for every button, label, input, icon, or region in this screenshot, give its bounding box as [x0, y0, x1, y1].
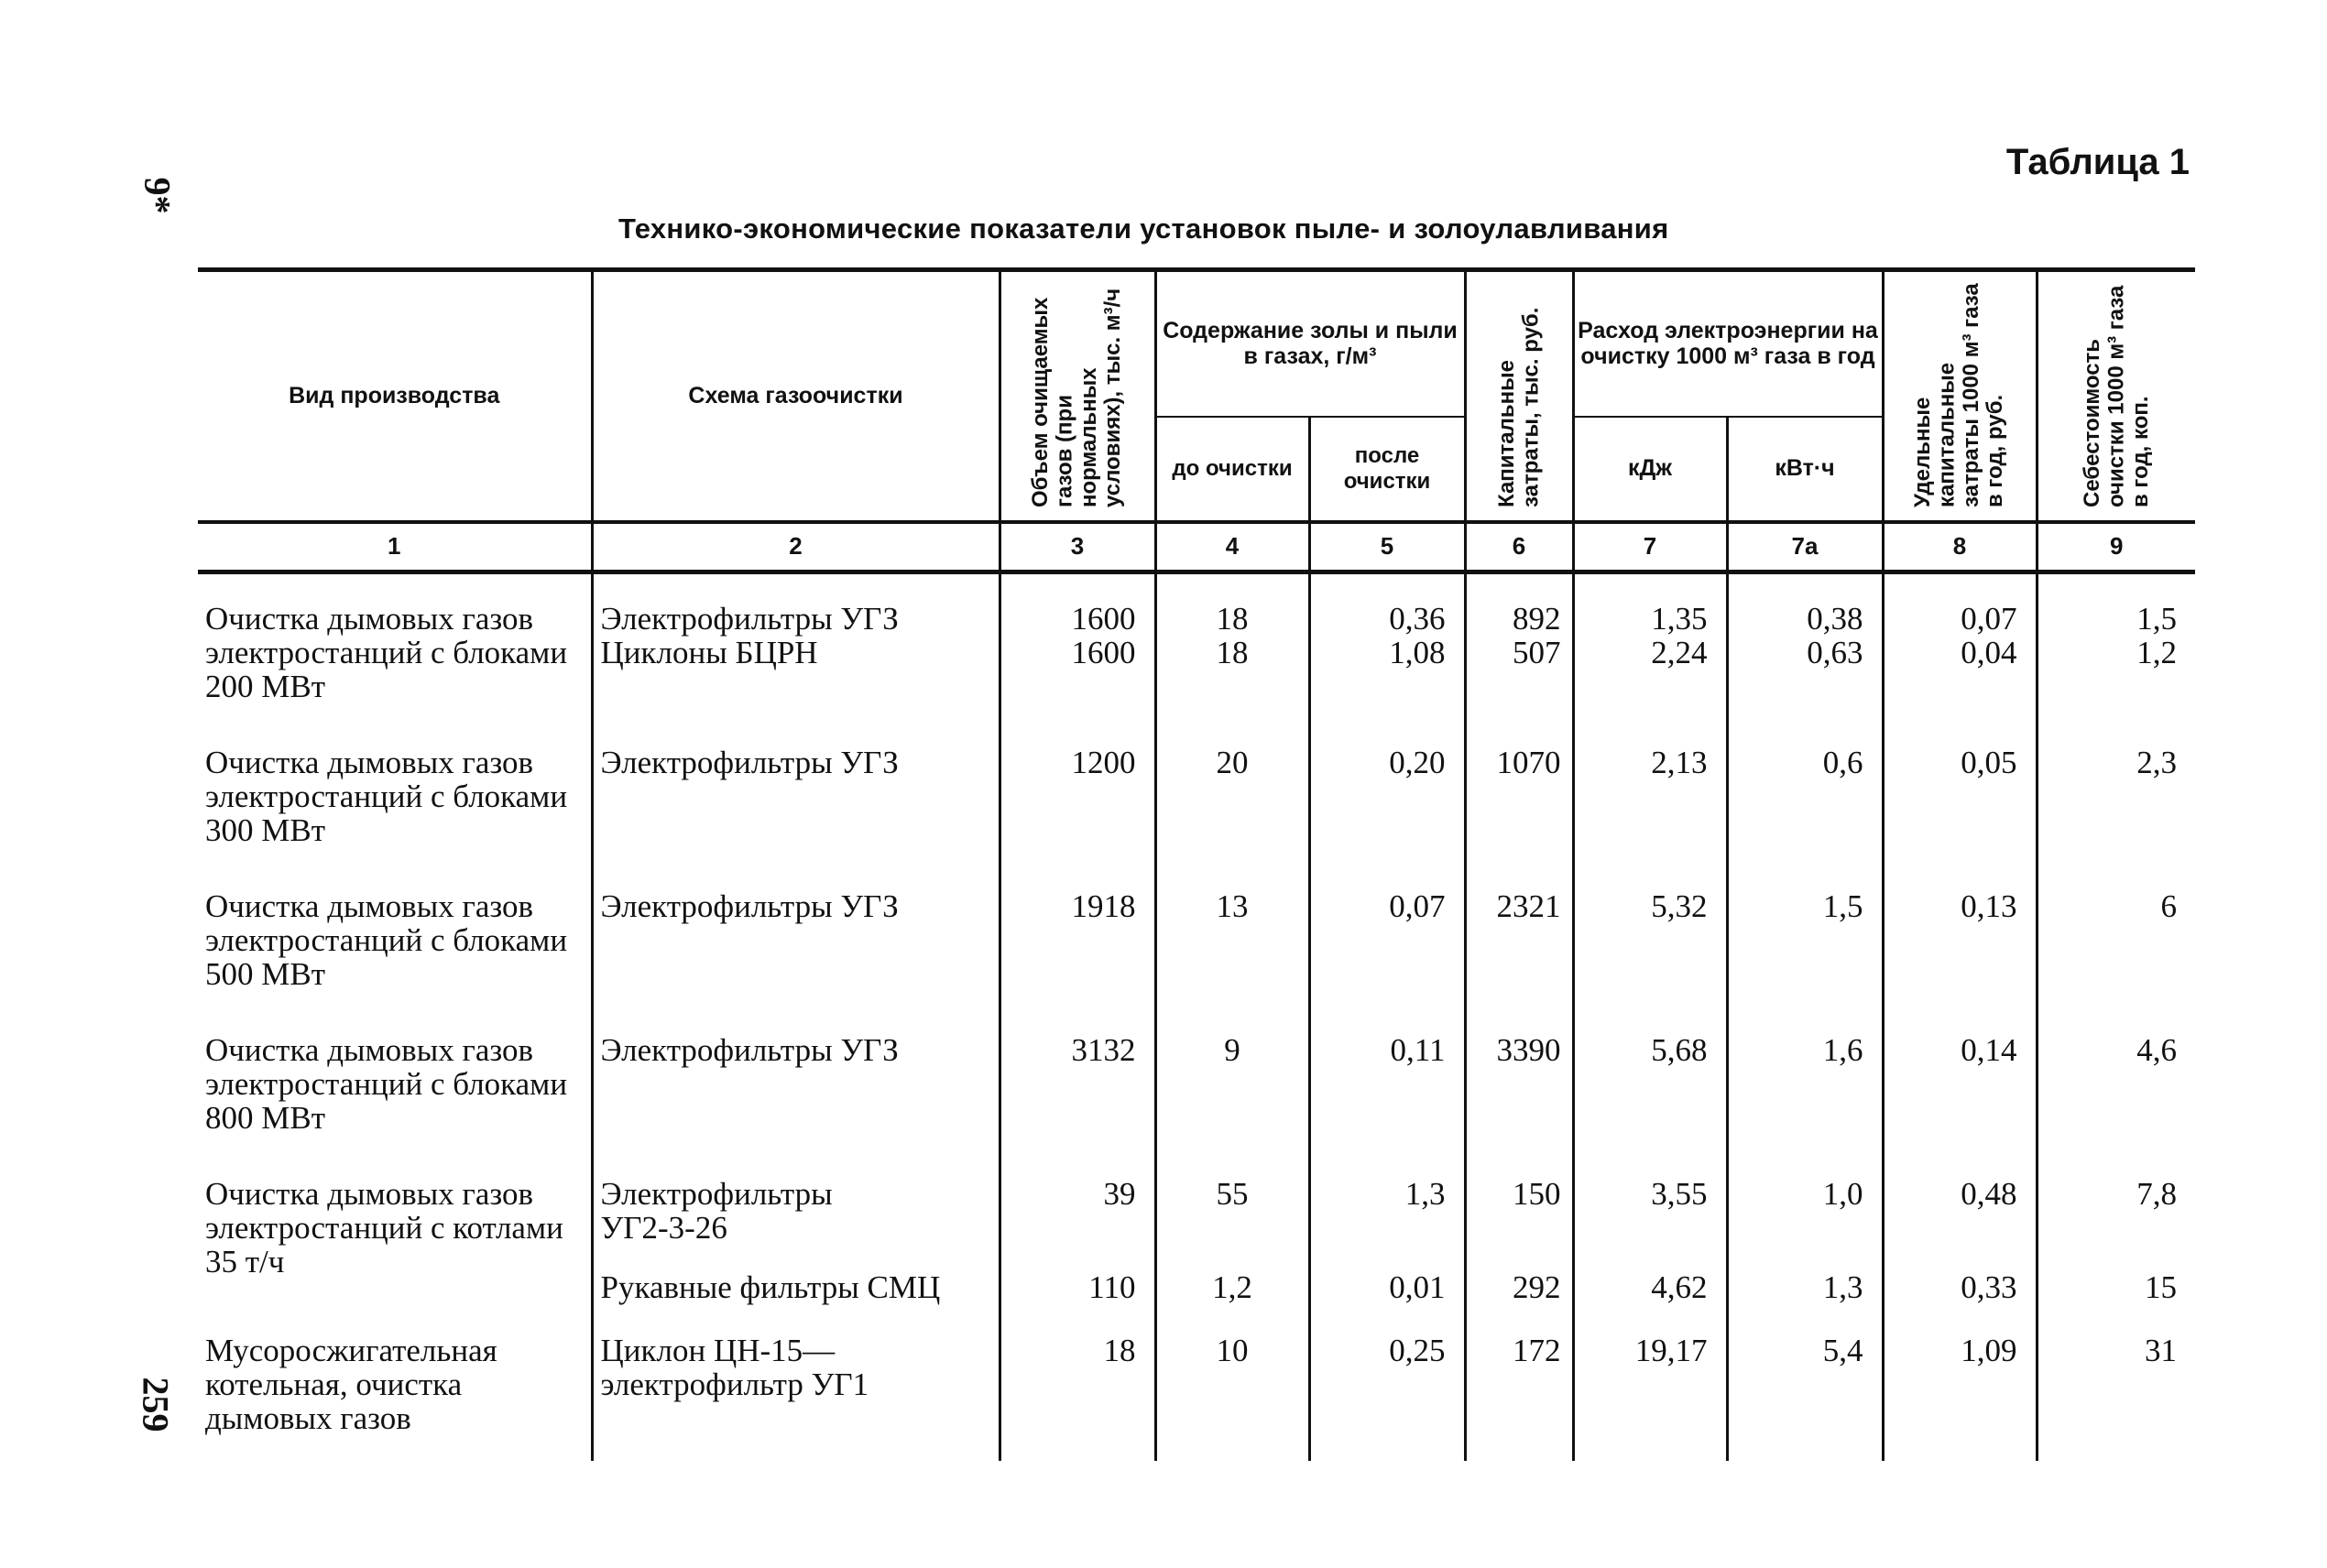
col-number: 3	[1000, 522, 1155, 572]
margin-star-mark: 9*	[137, 177, 179, 214]
cell-scheme: Электрофильтры УГЗ	[592, 729, 1000, 873]
value: 1600	[1071, 600, 1136, 637]
cell-cost: 2,3	[2037, 729, 2195, 873]
cell-kj: 5,32	[1573, 873, 1727, 1017]
value: 0,04	[1961, 634, 2017, 670]
cell-cost: 6	[2037, 873, 2195, 1017]
cell-specific: 1,09	[1883, 1317, 2037, 1461]
header-volume-text: Объем очищаемых газов (при нормальных условиях), тыс. м³/ч	[1028, 288, 1126, 507]
cell-kwh	[1727, 572, 1883, 729]
cell-after: 0,25	[1309, 1317, 1465, 1461]
cell-after: 0,07	[1309, 873, 1465, 1017]
cell-production: Очистка дымовых газов электростанций с блоками 300 МВт	[205, 744, 568, 848]
value: 1,5	[2136, 600, 2177, 637]
value: 0,38	[1807, 600, 1863, 637]
cell-production: Очистка дымовых газов электростанций с котлами 35 т/ч	[205, 1175, 563, 1279]
value: 0,63	[1807, 634, 1863, 670]
cell-before: 20	[1155, 729, 1309, 873]
cell-specific: 0,33	[1883, 1270, 2037, 1317]
cell-scheme: Рукавные фильтры СМЦ	[592, 1270, 1000, 1317]
cell-kwh: 1,5	[1727, 873, 1883, 1017]
value: 2,24	[1651, 634, 1708, 670]
table-row	[198, 873, 2195, 1017]
header-energy: Расход электроэнергии на очистку 1000 м³ газа в год	[1573, 270, 1883, 417]
cell-before: 13	[1155, 873, 1309, 1017]
scheme-line: Электрофильтры УГЗ	[600, 600, 899, 637]
cell-after: 0,01	[1309, 1270, 1465, 1317]
col-number: 2	[592, 522, 1000, 572]
cell-capital: 150	[1465, 1160, 1573, 1270]
cell-specific	[1883, 572, 2037, 729]
cell-kj: 3,55	[1573, 1160, 1727, 1270]
cell-volume: 110	[1000, 1270, 1155, 1317]
header-kj: кДж	[1573, 417, 1727, 522]
cell-kj	[1573, 572, 1727, 729]
col-number: 6	[1465, 522, 1573, 572]
cell-kj: 2,13	[1573, 729, 1727, 873]
cell-cost: 7,8	[2037, 1160, 2195, 1270]
cell-kwh: 1,6	[1727, 1017, 1883, 1160]
cell-production: Мусоросжигательная котельная, очистка дымовых газов	[205, 1332, 497, 1436]
cell-cost: 15	[2037, 1270, 2195, 1317]
header-specific	[1883, 270, 2037, 522]
cell-before	[1155, 572, 1309, 729]
cell-kwh: 1,3	[1727, 1270, 1883, 1317]
cell-specific: 0,05	[1883, 729, 2037, 873]
table-label: Таблица 1	[2005, 142, 2190, 182]
header-scheme: Схема газоочистки	[592, 270, 1000, 522]
page-number: 259	[135, 1377, 177, 1432]
col-number: 7	[1573, 522, 1727, 572]
table-row	[198, 729, 2195, 873]
cell-production: Очистка дымовых газов электростанций с блоками 800 МВт	[205, 1031, 568, 1136]
cell-volume: 1200	[1000, 729, 1155, 873]
header-capital-text: Капитальные затраты, тыс. руб.	[1493, 307, 1543, 507]
cell-volume: 1918	[1000, 873, 1155, 1017]
cell-kwh: 1,0	[1727, 1160, 1883, 1270]
header-after: после очистки	[1309, 417, 1465, 522]
table-row	[198, 572, 2195, 729]
cell-volume: 39	[1000, 1160, 1155, 1270]
cell-volume: 18	[1000, 1317, 1155, 1461]
indicators-table	[198, 267, 2195, 1461]
value: 892	[1513, 600, 1561, 637]
scheme-line: Циклоны БЦРН	[600, 634, 818, 670]
header-production: Вид производства	[198, 270, 592, 522]
cell-after: 1,3	[1309, 1160, 1465, 1270]
value: 1,2	[2136, 634, 2177, 670]
cell-scheme	[592, 572, 1000, 729]
value: 1,35	[1651, 600, 1708, 637]
cell-kj: 5,68	[1573, 1017, 1727, 1160]
table-row	[198, 1160, 2195, 1270]
cell-before: 55	[1155, 1160, 1309, 1270]
cell-kwh: 0,6	[1727, 729, 1883, 873]
cell-cost	[2037, 572, 2195, 729]
cell-kwh: 5,4	[1727, 1317, 1883, 1461]
cell-capital: 3390	[1465, 1017, 1573, 1160]
cell-capital: 1070	[1465, 729, 1573, 873]
header-volume	[1000, 270, 1155, 522]
cell-cost: 4,6	[2037, 1017, 2195, 1160]
col-number: 7а	[1727, 522, 1883, 572]
cell-specific: 0,48	[1883, 1160, 2037, 1270]
col-number: 9	[2037, 522, 2195, 572]
cell-scheme: Электрофильтры УГЗ	[592, 1017, 1000, 1160]
header-cost	[2037, 270, 2195, 522]
cell-capital: 2321	[1465, 873, 1573, 1017]
cell-after	[1309, 572, 1465, 729]
header-capital	[1465, 270, 1573, 522]
cell-capital: 172	[1465, 1317, 1573, 1461]
cell-cost: 31	[2037, 1317, 2195, 1461]
cell-volume	[1000, 572, 1155, 729]
value: 18	[1216, 634, 1249, 670]
cell-before: 9	[1155, 1017, 1309, 1160]
cell-production: Очистка дымовых газов электростанций с блоками 200 МВт	[205, 600, 568, 704]
cell-specific: 0,13	[1883, 873, 2037, 1017]
header-cost-text: Себестоимость очистки 1000 м³ газа в год, коп.	[2079, 285, 2153, 507]
cell-capital	[1465, 572, 1573, 729]
value: 1,08	[1389, 634, 1446, 670]
cell-kj: 4,62	[1573, 1270, 1727, 1317]
cell-before: 10	[1155, 1317, 1309, 1461]
col-number: 4	[1155, 522, 1309, 572]
header-before: до очистки	[1155, 417, 1309, 522]
col-number: 5	[1309, 522, 1465, 572]
value: 0,07	[1961, 600, 2017, 637]
value: 0,36	[1389, 600, 1446, 637]
cell-before: 1,2	[1155, 1270, 1309, 1317]
table-title: Технико-экономические показатели установок пыле- и золоулавливания	[618, 212, 1669, 245]
table-row	[198, 1017, 2195, 1160]
col-number: 1	[198, 522, 592, 572]
value: 18	[1216, 600, 1249, 637]
value: 1600	[1071, 634, 1136, 670]
cell-production: Очистка дымовых газов электростанций с блоками 500 МВт	[205, 887, 568, 992]
cell-capital: 292	[1465, 1270, 1573, 1317]
cell-specific: 0,14	[1883, 1017, 2037, 1160]
cell-volume: 3132	[1000, 1017, 1155, 1160]
value: 507	[1513, 634, 1561, 670]
cell-kj: 19,17	[1573, 1317, 1727, 1461]
header-specific-text: Удельные капитальные затраты 1000 м³ газа в год, руб.	[1910, 283, 2008, 507]
cell-after: 0,11	[1309, 1017, 1465, 1160]
cell-scheme: Циклон ЦН-15—электрофильтр УГ1	[592, 1317, 1000, 1461]
cell-scheme: Электрофильтры УГЗ	[592, 873, 1000, 1017]
table-row	[198, 1317, 2195, 1461]
col-number: 8	[1883, 522, 2037, 572]
cell-scheme: Электрофильтры УГ2-3-26	[592, 1160, 1000, 1270]
header-kwh: кВт·ч	[1727, 417, 1883, 522]
header-dust-content: Содержание золы и пыли в газах, г/м³	[1155, 270, 1465, 417]
column-numbers-row	[198, 522, 2195, 572]
cell-after: 0,20	[1309, 729, 1465, 873]
